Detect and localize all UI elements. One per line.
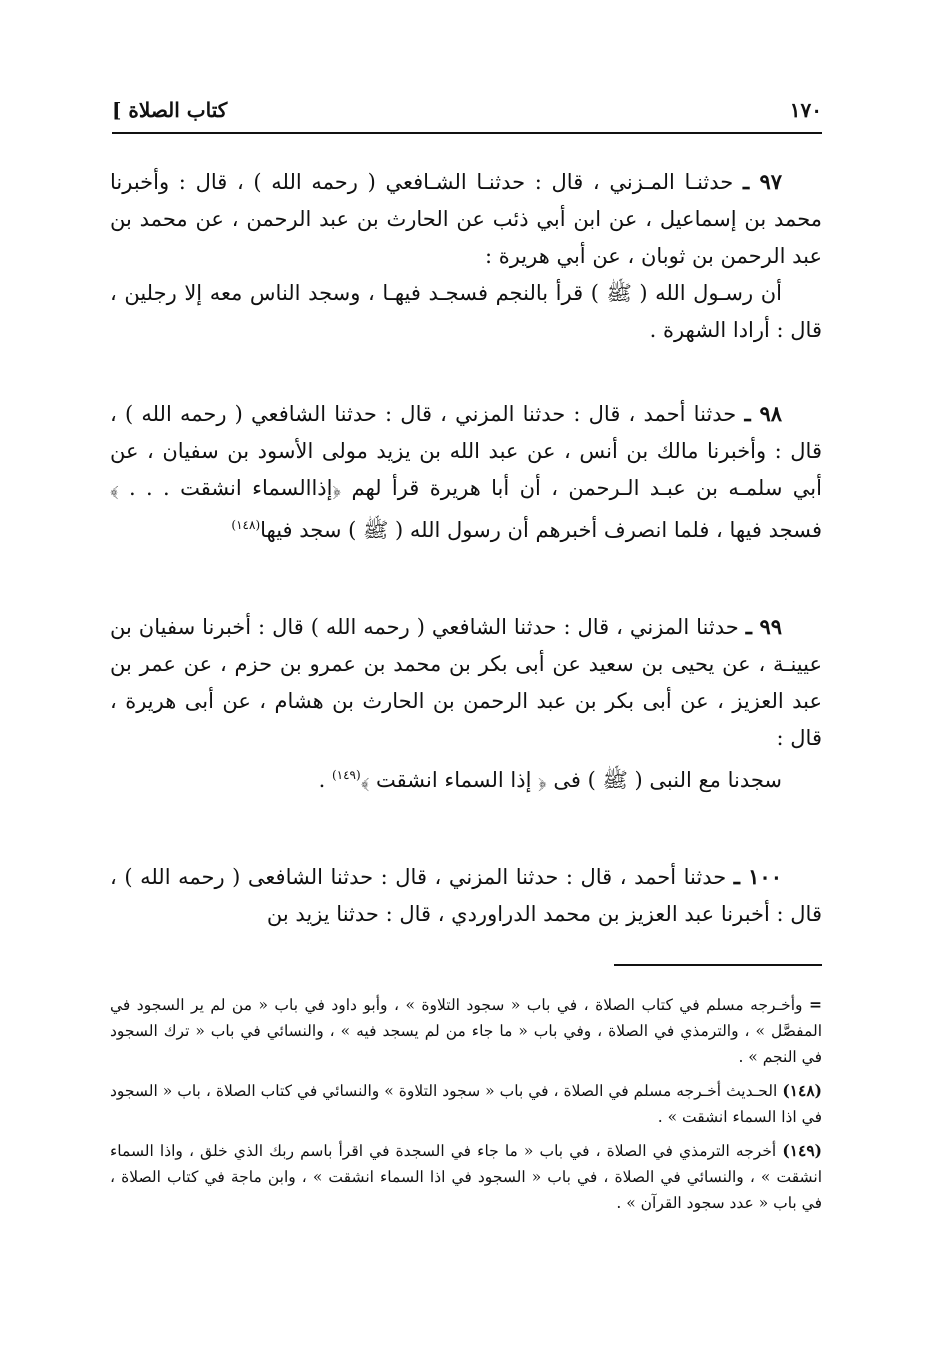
footnote-marker: (١٤٨) [782,1081,822,1100]
hadith-matn-text: سجدنا مع النبى ( ﷺ ) فى ﴿ إذا السماء انشقت ﴾ [360,768,782,792]
footnote-continued [110,992,822,1070]
hadith-99-matn: سجدنا مع النبى ( ﷺ ) فى ﴿ إذا السماء انشقت ﴾$^{(١٤٩)}$ . [318,768,782,792]
footnotes [110,992,822,1224]
footnote-text: الحـديث أخـرجه مسلم في الصلاة ، في باب « سجود التلاوة » والنسائي في كتاب الصلاة ، باب « السجود في اذا السماء انشقت » . [110,1082,822,1126]
hadith-99-isnad [110,608,822,757]
hadith-body-text: حدثنا أحمد ، قال : حدثنا المزني ، قال : حدثنا الشافعى ( رحمه الله ) ، قال : أخبرنا عبد العزيز بن محمد الدراوردي ، قال : حدثنا يزيد بن [110,865,822,926]
hadith-isnad-text: حدثنـا المـزني ، قال : حدثنـا الشـافعي ( رحمه الله ) ، قال : وأخبرنا محمد بن إسماعيل ، عن ابن أبي ذئب عن الحارث بن عبد الرحمن ، عن محمد بن عبد الرحمن بن ثوبان ، عن أبي هريرة : [110,170,822,268]
hadith-isnad-text: حدثنا المزني ، قال : حدثنا الشافعي ( رحمه الله ) قال : أخبرنا سفيان بن عيينـة ، عن يحيى بن سعيد عن أبى بكر بن محمد بن عمرو بن حزم ، عن عمر بن عبد العزيز ، عن أبى بكر بن عبد الرحمن بن الحارث بن هشام ، عن أبى هريرة ، قال : [110,615,822,750]
hadith-97-isnad [110,163,822,275]
footnote-divider [614,964,822,966]
hadith-100 [110,858,822,933]
hadith-100-text [110,858,822,933]
hadith-98-text [110,395,822,549]
footnote-148 [110,1078,822,1130]
header-divider [112,132,822,134]
hadith-97-matn [110,275,822,349]
footnote-marker: = [809,995,823,1014]
book-title: كتاب الصلاة ] [112,98,228,122]
hadith-97 [110,163,822,349]
hadith-98 [110,395,822,549]
page-number: ١٧٠ [789,98,822,122]
hadith-number: ٩٨ ـ [744,401,782,426]
running-header [112,92,822,128]
hadith-99 [110,608,822,799]
footnote-ref: (١٤٨) [231,518,261,532]
hadith-number: ٩٩ ـ [745,614,782,639]
footnote-ref: (١٤٩) [331,768,361,782]
footnote-text: وأخـرجه مسلم في كتاب الصلاة ، في باب « سجود التلاوة » ، وأبو داود في باب « من لم ير السجود في المفصَّل » ، والترمذي في الصلاة ، وفي باب « ما جاء من لم يسجد فيه » ، والنسائي في باب « ترك السجود في النجم » . [110,996,822,1066]
footnote-marker: (١٤٩) [782,1141,822,1160]
footnote-text: أخرجه الترمذي في الصلاة ، في باب « ما جاء في السجدة في اقرأ باسم ربك الذي خلق ، واذا السماء انشقت » ، والنسائي في الصلاة ، في باب « السجود في اذا السماء انشقت » ، وابن ماجة في كتاب الصلاة ، في باب « عدد سجود القرآن » . [110,1142,822,1212]
hadith-number: ٩٧ ـ [742,169,782,194]
footnote-149 [110,1138,822,1216]
hadith-number: ١٠٠ ـ [733,864,782,889]
hadith-body-text: حدثنا أحمد ، قال : حدثنا المزني ، قال : حدثنا الشافعي ( رحمه الله ) ، قال : وأخبرنا مالك بن أنس ، عن عبد الله بن يزيد مولى الأسود بن سفيان ، عن أبي سلمـه بن عبـد الـرحمن ، أن أبا هريرة قرأ لهم ﴿إذاالسماء انشقت . . . ﴾ فسجد فيها ، فلما انصرف أخبرهم أن رسول الله ( ﷺ ) سجد فيها [110,402,822,542]
hadith-matn-text: أن رسـول الله ( ﷺ ) قرأ بالنجم فسجـد فيهـا ، وسجد الناس معه إلا رجلين ، قال : أرادا الشهرة . [110,281,822,342]
